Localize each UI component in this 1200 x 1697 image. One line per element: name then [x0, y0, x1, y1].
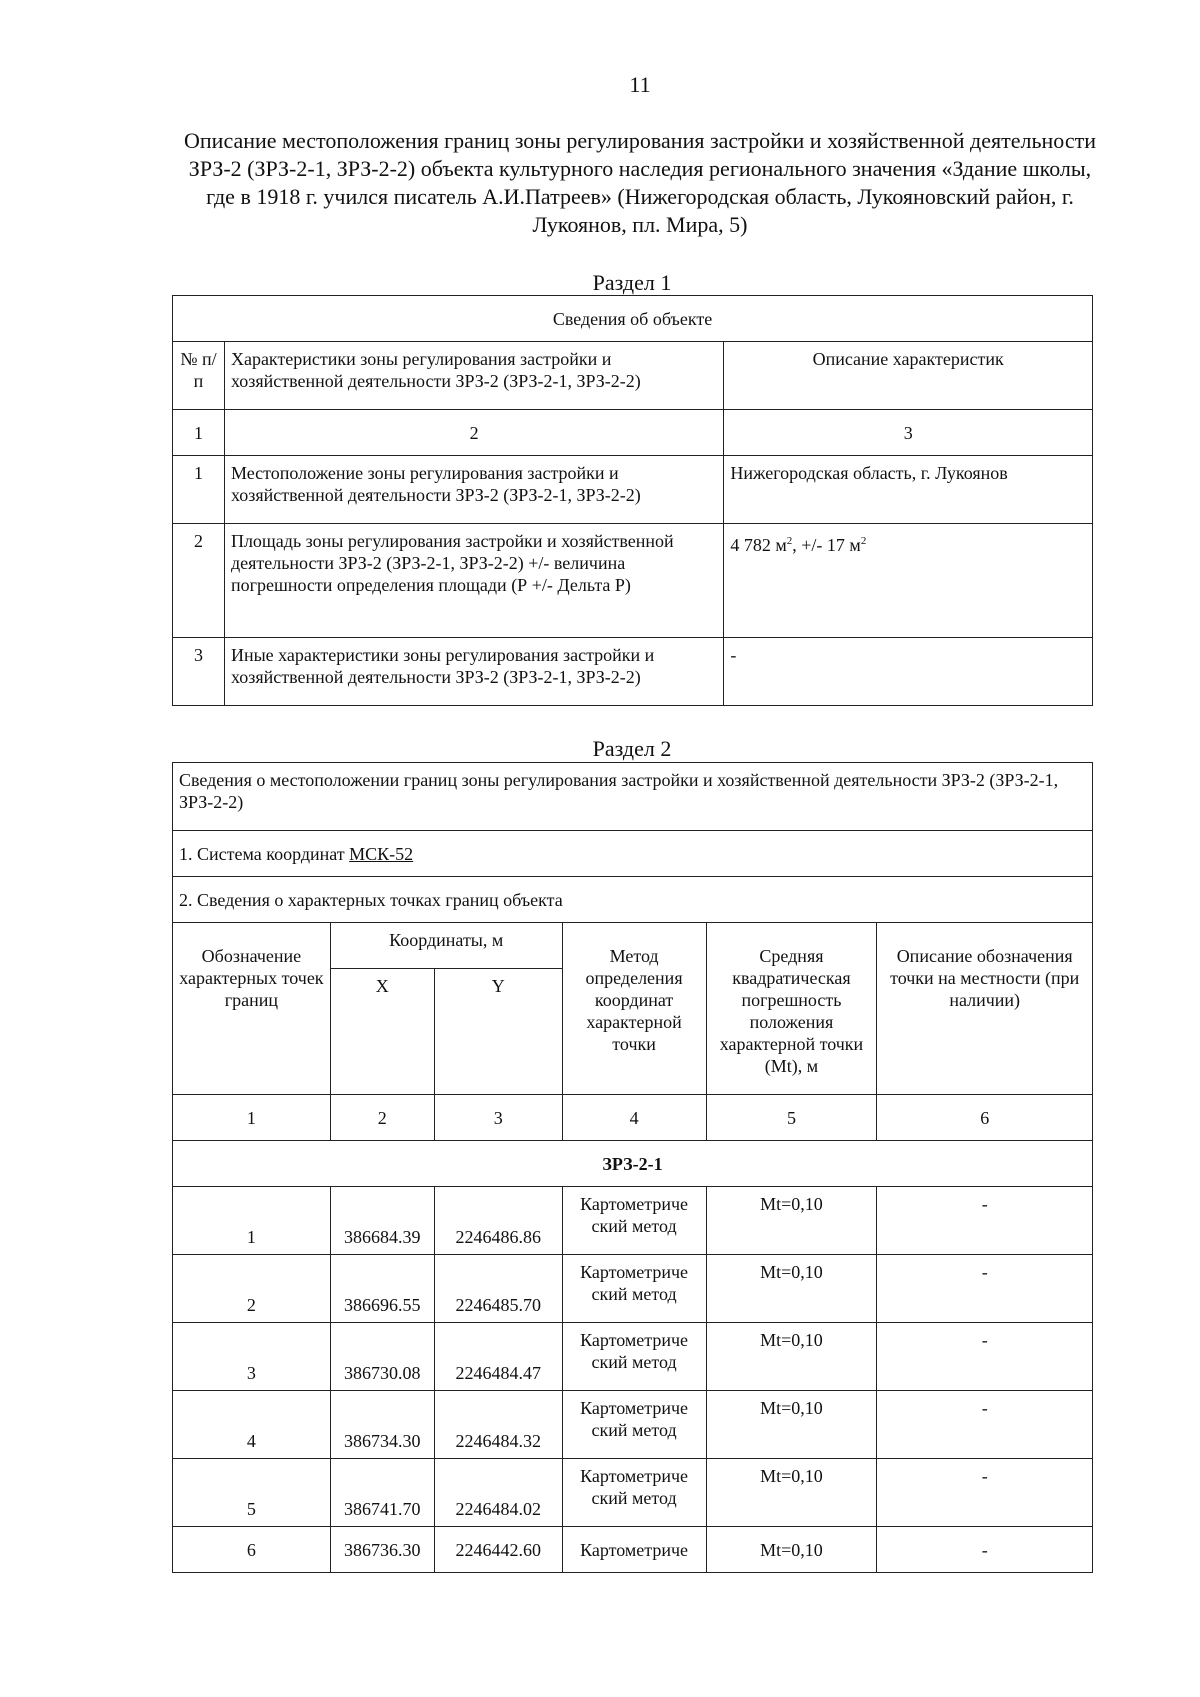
column-number: 3 [724, 410, 1093, 456]
point-mt: Mt=0,10 [706, 1323, 877, 1391]
coord-system [173, 831, 1093, 877]
section2-table [172, 762, 1093, 1573]
tolerance-unit-exponent: 2 [860, 535, 867, 547]
header-x: X [330, 969, 434, 1095]
point-x: 386684.39 [330, 1187, 434, 1255]
row-characteristic: Местоположение зоны регулирования застройки и хозяйственной деятельности ЗРЗ-2 (ЗРЗ-2-1, ЗРЗ-2-2) [224, 456, 723, 524]
point-x: 386741.70 [330, 1459, 434, 1527]
point-id: 6 [173, 1527, 331, 1573]
column-number: 2 [224, 410, 723, 456]
area-value: 4 782 м [730, 535, 787, 555]
header-note: Описание обозначения точки на местности (при наличии) [877, 923, 1093, 1095]
point-note: - [877, 1323, 1093, 1391]
point-note: - [877, 1187, 1093, 1255]
point-note: - [877, 1391, 1093, 1459]
table-row [173, 1187, 1093, 1255]
point-y: 2246484.02 [434, 1459, 562, 1527]
section1-heading: Раздел 1 [592, 270, 672, 295]
row-value: Нижегородская область, г. Лукоянов [724, 456, 1093, 524]
column-number: 2 [330, 1095, 434, 1141]
table-row [173, 1323, 1093, 1391]
header-coords: Координаты, м [330, 923, 562, 969]
point-x: 386734.30 [330, 1391, 434, 1459]
row-num: 1 [173, 456, 225, 524]
row-value: - [724, 638, 1093, 706]
table-row [173, 524, 1093, 638]
coord-system-label: 1. Система координат [179, 843, 350, 864]
point-mt: Mt=0,10 [706, 1187, 877, 1255]
header-description: Описание характеристик [724, 342, 1093, 410]
point-method: Картометриче ский метод [562, 1255, 706, 1323]
section1-table [172, 295, 1093, 706]
point-mt: Mt=0,10 [706, 1255, 877, 1323]
area-unit-exponent: 2 [786, 535, 793, 547]
column-number: 3 [434, 1095, 562, 1141]
row-num: 2 [173, 524, 225, 638]
header-designation: Обозначение характерных точек границ [173, 923, 331, 1095]
point-method: Картометриче ский метод [562, 1459, 706, 1527]
table-row [173, 1255, 1093, 1323]
point-note: - [877, 1527, 1093, 1573]
column-number: 6 [877, 1095, 1093, 1141]
header-num: № п/п [173, 342, 225, 410]
header-characteristic: Характеристики зоны регулирования застройки и хозяйственной деятельности ЗРЗ-2 (ЗРЗ-2-1, ЗРЗ-2-2) [224, 342, 723, 410]
point-mt: Mt=0,10 [706, 1391, 877, 1459]
point-y: 2246484.32 [434, 1391, 562, 1459]
column-number: 1 [173, 1095, 331, 1141]
column-number: 1 [173, 410, 225, 456]
table-row [173, 638, 1093, 706]
row-characteristic: Иные характеристики зоны регулирования застройки и хозяйственной деятельности ЗРЗ-2 (ЗРЗ-2-1, ЗРЗ-2-2) [224, 638, 723, 706]
coord-system-value: МСК-52 [349, 843, 414, 864]
point-method: Картометриче [562, 1527, 706, 1573]
table-row [173, 1527, 1093, 1573]
section2-heading: Раздел 2 [592, 736, 672, 761]
zone-label: ЗРЗ-2-1 [173, 1141, 1093, 1187]
point-note: - [877, 1459, 1093, 1527]
point-id: 2 [173, 1255, 331, 1323]
point-id: 5 [173, 1459, 331, 1527]
point-y: 2246484.47 [434, 1323, 562, 1391]
document-title: Описание местоположения границ зоны регулирования застройки и хозяйственной деятельности ЗРЗ-2 (ЗРЗ-2-1, ЗРЗ-2-2) объекта культурного наследия регионального значения «Здание школы, где в 1918 г. учился писатель А.И.Патреев» (Нижегородская область, Лукояновский район, г. Лукоянов, пл. Мира, 5) [184, 128, 1096, 237]
point-id: 3 [173, 1323, 331, 1391]
column-number: 4 [562, 1095, 706, 1141]
point-x: 386736.30 [330, 1527, 434, 1573]
points-caption: 2. Сведения о характерных точках границ объекта [173, 877, 1093, 923]
header-method: Метод определения координат характерной точки [562, 923, 706, 1095]
point-mt: Mt=0,10 [706, 1527, 877, 1573]
point-method: Картометриче ский метод [562, 1323, 706, 1391]
row-value [724, 524, 1093, 638]
table-row [173, 1459, 1093, 1527]
point-y: 2246485.70 [434, 1255, 562, 1323]
point-note: - [877, 1255, 1093, 1323]
table-row [173, 456, 1093, 524]
point-method: Картометриче ский метод [562, 1187, 706, 1255]
table-row [173, 1391, 1093, 1459]
point-x: 386696.55 [330, 1255, 434, 1323]
point-y: 2246442.60 [434, 1527, 562, 1573]
header-error: Средняя квадратическая погрешность положения характерной точки (Mt), м [706, 923, 877, 1095]
header-y: Y [434, 969, 562, 1095]
section1-caption: Сведения об объекте [173, 296, 1093, 342]
point-id: 1 [173, 1187, 331, 1255]
point-mt: Mt=0,10 [706, 1459, 877, 1527]
area-tolerance: , +/- 17 м [792, 535, 861, 555]
point-method: Картометриче ский метод [562, 1391, 706, 1459]
point-x: 386730.08 [330, 1323, 434, 1391]
section2-caption: Сведения о местоположении границ зоны регулирования застройки и хозяйственной деятельности ЗРЗ-2 (ЗРЗ-2-1, ЗРЗ-2-2) [173, 763, 1093, 831]
point-y: 2246486.86 [434, 1187, 562, 1255]
page-number: 11 [629, 72, 651, 97]
point-id: 4 [173, 1391, 331, 1459]
row-characteristic: Площадь зоны регулирования застройки и хозяйственной деятельности ЗРЗ-2 (ЗРЗ-2-1, ЗРЗ-2-2) +/- величина погрешности определения площади (Р +/- Дельта Р) [224, 524, 723, 638]
row-num: 3 [173, 638, 225, 706]
column-number: 5 [706, 1095, 877, 1141]
